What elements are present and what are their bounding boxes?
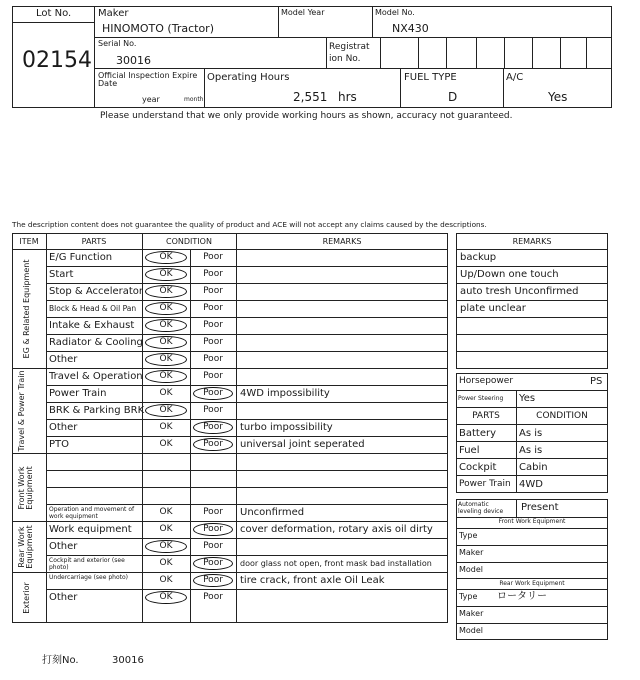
divider	[456, 441, 608, 442]
selection-circle	[145, 540, 187, 553]
divider	[456, 545, 608, 546]
selection-circle	[193, 557, 233, 570]
divider	[456, 283, 608, 284]
condition-poor: Poor	[203, 524, 223, 534]
divider	[476, 37, 477, 68]
condition-ok: OK	[159, 303, 173, 313]
lot-label: Lot No.	[36, 8, 72, 19]
selection-circle	[193, 421, 233, 434]
part-label: Other	[49, 541, 78, 552]
condition-poor: Poor	[203, 269, 223, 279]
horsepower-unit: PS	[590, 376, 603, 387]
condition-poor: Poor	[203, 405, 223, 415]
divider	[12, 249, 448, 250]
condition-ok: OK	[159, 354, 173, 364]
hours-value: 2,551	[293, 90, 328, 104]
side-condition: As is	[519, 445, 543, 456]
part-label: Other	[49, 422, 78, 433]
row-divider	[46, 589, 448, 590]
condition-ok: OK	[159, 422, 173, 432]
condition-poor: Poor	[203, 303, 223, 313]
header-remarks: REMARKS	[322, 237, 362, 246]
condition-ok: OK	[159, 388, 173, 398]
side-condition-header: CONDITION	[536, 411, 588, 421]
row-divider	[46, 555, 448, 556]
month-label: month	[184, 96, 204, 103]
row-divider	[46, 521, 448, 522]
condition-ok: OK	[159, 592, 173, 602]
row-divider	[46, 283, 448, 284]
lot-number: 02154	[22, 48, 92, 73]
model-no-value: NX430	[392, 22, 429, 35]
divider	[456, 562, 608, 563]
registration-label: Registrat ion No.	[329, 42, 370, 65]
selection-circle	[145, 370, 187, 383]
row-divider	[46, 402, 448, 403]
condition-ok: OK	[159, 541, 173, 551]
selection-circle	[145, 302, 187, 315]
part-label: Intake & Exhaust	[49, 320, 135, 331]
divider	[560, 37, 561, 68]
rear-model-label: Model	[459, 626, 484, 635]
selection-circle	[145, 319, 187, 332]
divider	[456, 528, 608, 529]
row-divider	[46, 436, 448, 437]
condition-poor: Poor	[203, 507, 223, 517]
fuel-value: D	[448, 90, 458, 104]
part-label: PTO	[49, 439, 70, 450]
divider	[456, 407, 608, 408]
divider	[326, 37, 327, 68]
condition-ok: OK	[159, 507, 173, 517]
divider	[400, 68, 401, 108]
side-remark-line: backup	[460, 252, 497, 263]
side-condition: As is	[519, 428, 543, 439]
selection-circle	[145, 285, 187, 298]
group-label-front: Front Work Equipment	[17, 466, 35, 510]
part-label: Cockpit and exterior (see photo)	[49, 557, 125, 571]
selection-circle	[193, 387, 233, 400]
divider	[46, 233, 47, 623]
remark-text: turbo impossibility	[240, 422, 333, 433]
selection-circle	[193, 438, 233, 451]
condition-poor: Poor	[203, 558, 223, 568]
divider	[12, 22, 94, 23]
group-label-exterior: Exterior	[22, 582, 31, 614]
divider	[456, 623, 608, 624]
condition-poor: Poor	[203, 354, 223, 364]
condition-poor: Poor	[203, 575, 223, 585]
row-divider	[46, 351, 448, 352]
group-label-rear: Rear Work Equipment	[17, 525, 35, 569]
condition-poor: Poor	[203, 286, 223, 296]
part-label: Other	[49, 592, 78, 603]
divider	[94, 37, 612, 38]
divider	[456, 249, 608, 250]
divider	[418, 37, 419, 68]
row-divider	[46, 368, 448, 369]
side-remark-line: auto tresh Unconfirmed	[460, 286, 579, 297]
condition-poor: Poor	[203, 320, 223, 330]
row-divider	[46, 572, 448, 573]
divider	[456, 589, 608, 590]
divider	[456, 390, 608, 391]
row-divider	[46, 453, 448, 454]
side-condition: 4WD	[519, 479, 543, 490]
condition-poor: Poor	[203, 439, 223, 449]
ac-label: A/C	[506, 72, 524, 83]
condition-ok: OK	[159, 405, 173, 415]
part-label: Radiator & Cooling	[49, 337, 143, 348]
inspection-label: Official Inspection Expire Date	[98, 71, 198, 89]
row-divider	[46, 317, 448, 318]
remark-text: door glass not open, front mask bad installation	[240, 559, 432, 568]
rear-type-value: ロータリー	[497, 591, 547, 602]
part-label: Operation and movement of work equipment	[49, 506, 135, 520]
part-label: BRK & Parking BRK	[49, 405, 145, 416]
side-part: Power Train	[459, 479, 511, 489]
divider	[94, 68, 612, 69]
hours-disclaimer: Please understand that we only provide working hours as shown, accuracy not guaranteed.	[100, 111, 513, 121]
condition-ok: OK	[159, 269, 173, 279]
divider	[586, 37, 587, 68]
row-divider	[46, 334, 448, 335]
auto-level-value: Present	[521, 502, 559, 513]
hours-label: Operating Hours	[207, 72, 290, 83]
part-label: Work equipment	[49, 524, 132, 535]
auto-level-label: Automatic leveling device	[458, 501, 504, 515]
part-label: Other	[49, 354, 78, 365]
part-label: Power Train	[49, 388, 107, 399]
selection-circle	[193, 523, 233, 536]
condition-ok: OK	[159, 524, 173, 534]
side-remark-line: plate unclear	[460, 303, 526, 314]
condition-ok: OK	[159, 558, 173, 568]
remark-text: cover deformation, rotary axis oil dirty	[240, 524, 433, 535]
divider	[504, 37, 505, 68]
condition-poor: Poor	[203, 422, 223, 432]
serial-label: Serial No.	[98, 39, 137, 48]
remark-text: Unconfirmed	[240, 507, 305, 518]
divider	[456, 424, 608, 425]
rear-type-label: Type	[459, 592, 478, 601]
row-divider	[46, 504, 448, 505]
condition-ok: OK	[159, 286, 173, 296]
model-no-label: Model No.	[375, 8, 415, 17]
side-remark-line: Up/Down one touch	[460, 269, 559, 280]
row-divider	[46, 470, 448, 471]
model-year-label: Model Year	[281, 8, 325, 17]
front-type-label: Type	[459, 531, 478, 540]
condition-poor: Poor	[203, 388, 223, 398]
part-label: E/G Function	[49, 252, 113, 263]
front-model-label: Model	[459, 565, 484, 574]
condition-ok: OK	[159, 252, 173, 262]
maker-value: HINOMOTO (Tractor)	[102, 22, 214, 35]
condition-poor: Poor	[203, 371, 223, 381]
selection-circle	[145, 268, 187, 281]
side-condition: Cabin	[519, 462, 548, 473]
remark-text: universal joint seperated	[240, 439, 365, 450]
fuel-label: FUEL TYPE	[404, 72, 457, 83]
divider	[456, 351, 608, 352]
condition-ok: OK	[159, 320, 173, 330]
side-part: Fuel	[459, 445, 480, 456]
divider	[503, 68, 504, 108]
part-label: Start	[49, 269, 74, 280]
remark-text: tire crack, front axle Oil Leak	[240, 575, 385, 586]
selection-circle	[145, 591, 187, 604]
remark-text: 4WD impossibility	[240, 388, 330, 399]
maker-label: Maker	[98, 8, 129, 19]
header-item: ITEM	[19, 237, 39, 246]
selection-circle	[145, 404, 187, 417]
divider	[204, 68, 205, 108]
selection-circle	[145, 336, 187, 349]
row-divider	[46, 538, 448, 539]
group-label-travel: Travel & Power Train	[17, 370, 26, 452]
hours-unit: hrs	[338, 90, 357, 104]
row-divider	[46, 487, 448, 488]
part-label: Block & Head & Oil Pan	[49, 304, 137, 313]
divider	[532, 37, 533, 68]
divider	[456, 300, 608, 301]
condition-ok: OK	[159, 371, 173, 381]
part-label: Travel & Operation	[49, 371, 143, 382]
condition-ok: OK	[159, 439, 173, 449]
header-parts: PARTS	[81, 237, 107, 246]
condition-poor: Poor	[203, 337, 223, 347]
front-equipment-title: Front Work Equipment	[498, 518, 566, 525]
selection-circle	[145, 251, 187, 264]
divider	[456, 606, 608, 607]
serial-value: 30016	[116, 54, 151, 67]
row-divider	[46, 385, 448, 386]
condition-poor: Poor	[203, 541, 223, 551]
divider	[278, 6, 279, 37]
condition-ok: OK	[159, 337, 173, 347]
header-condition: CONDITION	[166, 237, 212, 246]
condition-poor: Poor	[203, 592, 223, 602]
divider	[446, 37, 447, 68]
rear-maker-label: Maker	[459, 609, 484, 618]
divider	[94, 6, 95, 108]
front-maker-label: Maker	[459, 548, 484, 557]
divider	[456, 458, 608, 459]
selection-circle	[145, 353, 187, 366]
row-divider	[46, 419, 448, 420]
divider	[456, 334, 608, 335]
divider	[516, 390, 517, 493]
divider	[516, 499, 517, 517]
group-label-eg: EG & Related Equipment	[22, 259, 31, 359]
side-remarks-header: REMARKS	[512, 237, 552, 246]
divider	[456, 317, 608, 318]
row-divider	[46, 266, 448, 267]
selection-circle	[193, 574, 233, 587]
divider	[456, 266, 608, 267]
side-parts-header: PARTS	[472, 411, 500, 421]
divider	[456, 475, 608, 476]
year-label: year	[142, 95, 160, 104]
ac-value: Yes	[548, 90, 568, 104]
side-part: Cockpit	[459, 462, 497, 473]
row-divider	[46, 300, 448, 301]
stamp-label: 打刻No.	[42, 655, 79, 666]
horsepower-label: Horsepower	[459, 376, 514, 386]
condition-poor: Poor	[203, 252, 223, 262]
power-steering-value: Yes	[519, 393, 536, 404]
divider	[372, 6, 373, 37]
divider	[236, 233, 237, 623]
part-label: Undercarriage (see photo)	[49, 574, 128, 581]
divider	[456, 578, 608, 579]
description-disclaimer: The description content does not guarantee the quality of product and ACE will not accept any claims caused by the descriptions.	[12, 220, 487, 229]
condition-ok: OK	[159, 575, 173, 585]
rear-equipment-title: Rear Work Equipment	[499, 580, 565, 587]
part-label: Stop & Accelerator	[49, 286, 144, 297]
side-part: Battery	[459, 428, 497, 439]
power-steering-label: Power Steering	[458, 395, 504, 402]
stamp-number: 30016	[112, 655, 144, 666]
